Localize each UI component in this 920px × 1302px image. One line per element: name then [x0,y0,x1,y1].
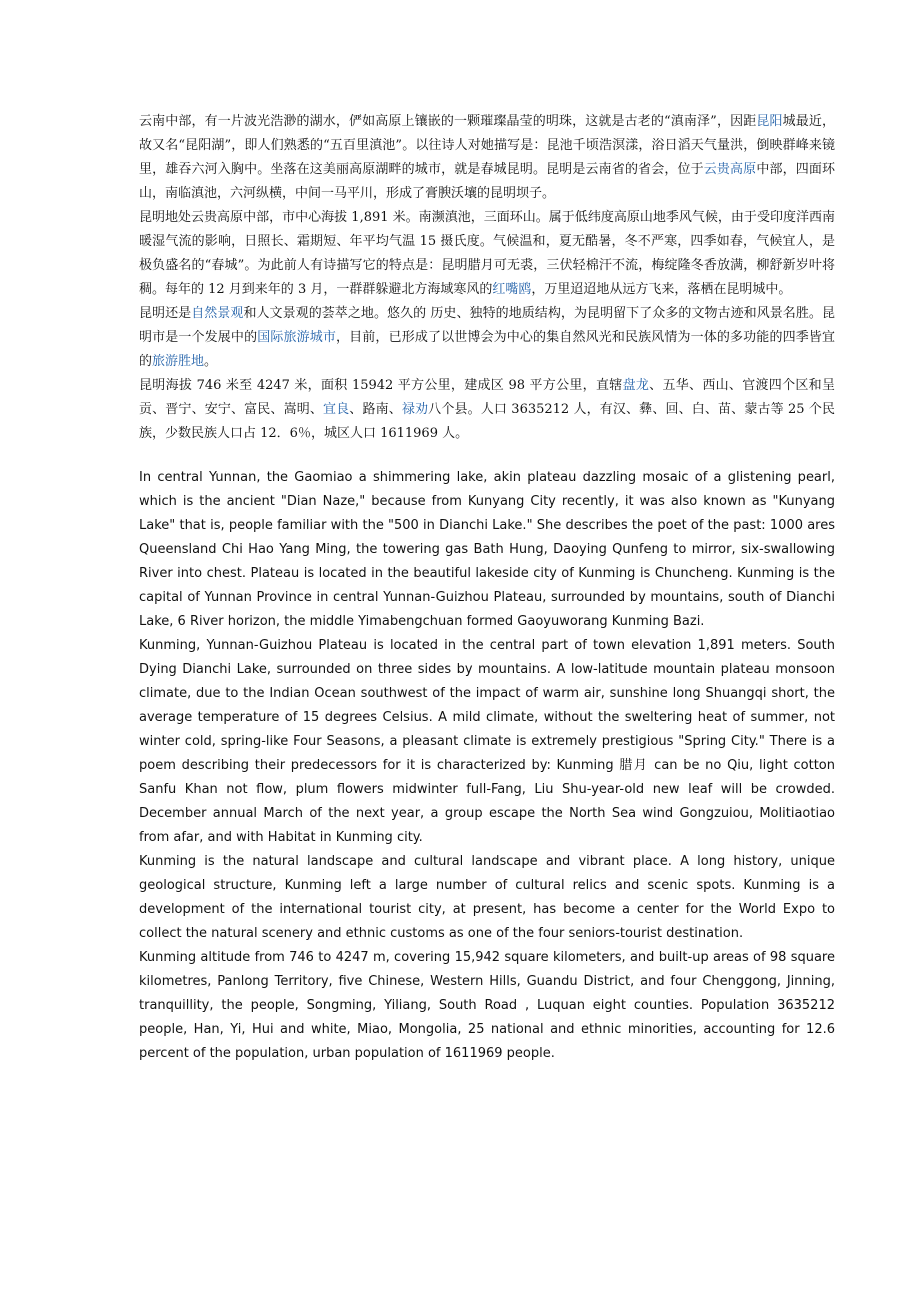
link-luquan[interactable]: 禄劝 [401,402,429,417]
link-yiliang[interactable]: 宜良 [323,402,350,417]
text-run: 昆明海拔 746 米至 4247 米，面积 15942 平方公里，建成区 98 平方公里，直辖 [139,378,623,393]
text-run: 、五华、西山、官渡四个区和呈贡、晋宁、安宁、富民、嵩明、 [139,378,835,417]
english-section [139,466,835,1066]
text-run: 、路南、 [349,402,402,417]
chinese-paragraph-3 [139,302,835,374]
document-page [139,110,835,1066]
chinese-paragraph-4 [139,374,835,446]
text-run: 昆明地处云贵高原中部，市中心海拔 1,891 米。南濒滇池，三面环山。属于低纬度高原山地季风气候，由于受印度洋西南暖湿气流的影响，日照长、霜期短、年平均气温 15 摄氏度。气候温和，夏无酷暑，冬不严寒，四季如春，气候宜人，是极负盛名的“春城”。为此前人有诗描写它的特点是：昆明腊月可无裘，三伏轻棉汗不流，梅绽隆冬香放满，柳舒新岁叶将稠。每年的 12 月到来年的 3 月，一群群躲避北方海域寒风的 [139,210,835,297]
link-panlong[interactable]: 盘龙 [622,378,650,393]
chinese-paragraph-2 [139,206,835,302]
text-run: 云南中部，有一片波光浩渺的湖水，俨如高原上镶嵌的一颗璀璨晶莹的明珠，这就是古老的“滇南泽”，因距 [139,114,757,129]
link-natural-landscape[interactable]: 自然景观 [191,306,244,321]
chinese-paragraph-1 [139,110,835,206]
english-paragraph-1: In central Yunnan, the Gaomiao a shimmering lake, akin plateau dazzling mosaic of a glistening pearl, which is the ancient "Dian Naze," because from Kunyang City recently, it was also known as "Kunyang Lake" that is, people familiar with the "500 in Dianchi Lake." She describes the poet of the past: 1000 ares Queensland Chi Hao Yang Ming, the towering gas Bath Hung, Daoying Qunfeng to mirror, six-swallowing River into chest. Plateau is located in the beautiful lakeside city of Kunming is Chuncheng. Kunming is the capital of Yunnan Province in central Yunnan-Guizhou Plateau, surrounded by mountains, south of Dianchi Lake, 6 River horizon, the middle Yimabengchuan formed Gaoyuworang Kunming Bazi. [139,470,835,629]
link-tourist-destination[interactable]: 旅游胜地 [152,354,205,369]
text-run: 中部，四面环山，南临滇池，六河纵横，中间一马平川，形成了膏腴沃壤的昆明坝子。 [139,162,835,201]
english-paragraph-3: Kunming is the natural landscape and cultural landscape and vibrant place. A long history, unique geological structure, Kunming left a large number of cultural relics and scenic spots. Kunming is a development of the international tourist city, at present, has become a center for the World Expo to collect the natural scenery and ethnic customs as one of the four seniors-tourist destination. [139,854,835,941]
text-run: ，万里迢迢地从远方飞来，落栖在昆明城中。 [531,282,792,297]
english-paragraph-2: Kunming, Yunnan-Guizhou Plateau is located in the central part of town elevation 1,891 meters. South Dying Dianchi Lake, surrounded on three sides by mountains. A low-latitude mountain plateau monsoon climate, due to the Indian Ocean southwest of the impact of warm air, sunshine long Shuangqi short, the average temperature of 15 degrees Celsius. A mild climate, without the sweltering heat of summer, not winter cold, spring-like Four Seasons, a pleasant climate is extremely prestigious "Spring City." There is a poem describing their predecessors for it is characterized by: Kunming 腊月 can be no Qiu, light cotton Sanfu Khan not flow, plum flowers midwinter full-Fang, Liu Shu-year-old new leaf will be crowded. December annual March of the next year, a group escape the North Sea wind Gongzuiou, Molitiaotiao from afar, and with Habitat in Kunming city. [139,638,835,845]
link-red-billed-gull[interactable]: 红嘴鸥 [492,282,532,297]
text-run: 昆明还是 [139,306,192,321]
text-run: ，目前，已形成了以世博会为中心的集自然风光和民族风情为一体的多功能的四季皆宜的 [139,330,835,369]
text-run: 城最近，故又名“昆阳湖”，即人们熟悉的“五百里滇池”。以往诗人对她描写是：昆池千顷浩溟漾，浴日滔天气量洪，倒映群峰来镜里，雄吞六河入胸中。坐落在这美丽高原湖畔的城市，就是春城昆明。昆明是云南省的省会，位于 [139,114,835,177]
link-yungui-plateau[interactable]: 云贵高原 [703,162,757,177]
english-paragraph-4: Kunming altitude from 746 to 4247 m, covering 15,942 square kilometers, and built-up areas of 98 square kilometres, Panlong Territory, five Chinese, Western Hills, Guandu District, and four Chenggong, Jinning, tranquillity, the people, Songming, Yiliang, South Road , Luquan eight counties. Population 3635212 people, Han, Yi, Hui and white, Miao, Mongolia, 25 national and ethnic minorities, accounting for 12.6 percent of the population, urban population of 1611969 people. [139,950,835,1061]
link-international-tourist-city[interactable]: 国际旅游城市 [257,330,337,345]
text-run: 八个县。人口 3635212 人，有汉、彝、回、白、苗、蒙古等 25 个民族，少数民族人口占 12．6％，城区人口 1611969 人。 [139,402,835,441]
text-run: 。 [204,354,218,369]
text-run: 和人文景观的荟萃之地。悠久的 历史、独特的地质结构，为昆明留下了众多的文物古迹和风景名胜。昆明市是一个发展中的 [139,306,835,345]
chinese-section [139,110,835,446]
link-kunyang[interactable]: 昆阳 [756,114,783,129]
